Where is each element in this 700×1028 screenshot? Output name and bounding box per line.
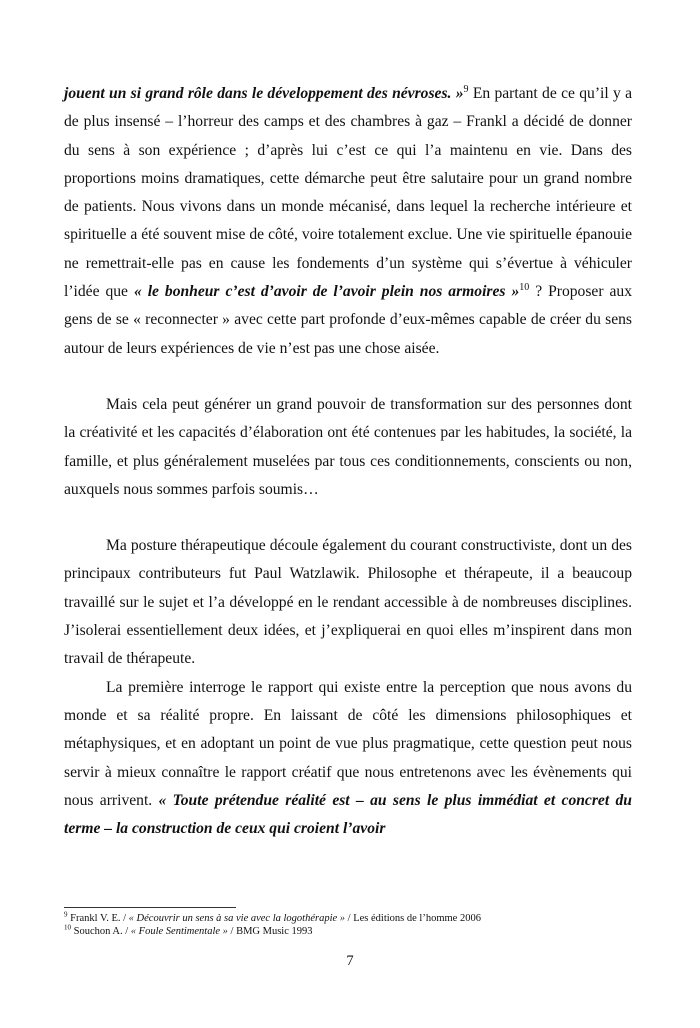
footnote-10-marker: 10 xyxy=(64,923,71,932)
footnote-9-marker: 9 xyxy=(64,910,68,919)
paragraph-1 xyxy=(64,80,632,363)
page-number: 7 xyxy=(346,953,354,969)
paragraph-3: Ma posture thérapeutique découle également du courant constructiviste, dont un des principaux contributeurs fut Paul Watzlawik. Philosophe et thérapeute, il a beaucoup travaillé sur le sujet et l’a développé en le rendant accessible à de nombreuses disciplines. J’isolerai essentiellement deux idées, et j’expliquerai en quoi elles m’inspirent dans mon travail de thérapeute. xyxy=(64,537,632,668)
footnote-10-title: « Foule Sentimentale » xyxy=(130,926,228,937)
footnote-10-author: Souchon A. / xyxy=(73,926,131,937)
footnotes xyxy=(64,912,632,938)
body-text xyxy=(64,80,632,843)
paragraph-4 xyxy=(64,674,632,844)
quote-reality: « Toute prétendue réalité est – au sens le plus immédiat et concret du terme – la construction de ceux qui croient l’avoir xyxy=(64,791,632,838)
footnote-ref-9: 9 xyxy=(463,83,469,95)
footnote-10-publisher: / BMG Music 1993 xyxy=(227,926,313,937)
footnote-ref-10: 10 xyxy=(519,281,530,293)
footnote-9-publisher: / Les éditions de l’homme 2006 xyxy=(345,913,481,924)
footnote-9 xyxy=(64,912,632,925)
paragraph-2: Mais cela peut générer un grand pouvoir de transformation sur des personnes dont la créativité et les capacités d’élaboration ont été contenues par les habitudes, la société, la famille, et plus généralement muselées par tous ces conditionnements, conscients ou non, auxquels nous sommes parfois soumis… xyxy=(64,395,632,498)
footnote-9-author: Frankl V. E. / xyxy=(70,913,129,924)
footnote-9-title: « Découvrir un sens à sa vie avec la logothérapie » xyxy=(128,913,346,924)
footnote-separator xyxy=(64,907,236,908)
paragraph-1-text-a: En partant de ce qu’il y a de plus insensé – l’horreur des camps et des chambres à gaz – Frankl a décidé de donner du sens à son expérience ; d’après lui c’est ce qui l’a maintenu en vie. Dans des proportions moins dramatiques, cette démarche peut être salutaire pour un grand nombre de patients. Nous vivons dans un monde mécanisé, dans lequel la recherche intérieure et spirituelle a été souvent mise de côté, voire totalement exclue. Une vie spirituelle épanouie ne remettrait-elle pas en cause les fondements d’un système qui s’évertue à véhiculer l’idée que xyxy=(64,85,632,301)
footnote-10 xyxy=(64,925,632,938)
paragraph-4-text: La première interroge le rapport qui existe entre la perception que nous avons du monde et sa réalité propre. En laissant de côté les dimensions philosophiques et métaphysiques, et en adoptant un point de vue plus pragmatique, cette question peut nous servir à mieux connaître le rapport créatif que nous entretenons avec les évènements qui nous arrivent. xyxy=(64,678,632,809)
quote-neuroses: jouent un si grand rôle dans le développement des névroses. » xyxy=(64,85,464,102)
quote-armoires: « le bonheur c’est d’avoir de l’avoir plein nos armoires » xyxy=(133,283,520,301)
paragraph-1-text-b: ? Proposer aux gens de se « reconnecter » avec cette part profonde d’eux-mêmes capable de créer du sens autour de leurs expériences de vie n’est pas une chose aisée. xyxy=(64,283,632,357)
